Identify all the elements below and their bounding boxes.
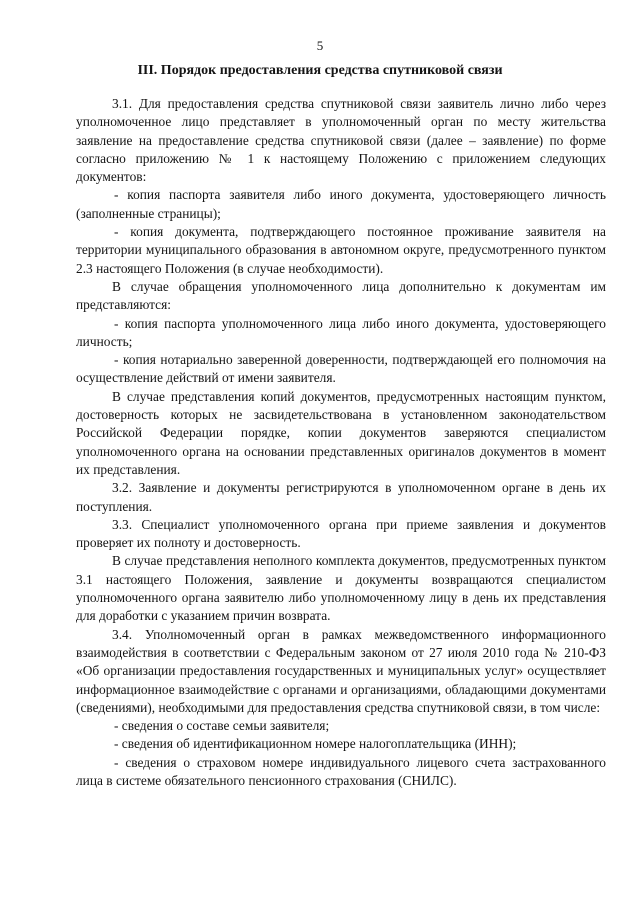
list-item-passport-copy: - копия паспорта заявителя либо иного документа, удостоверяющего личность (заполненные страницы); <box>76 187 606 221</box>
list-item-residence-document: - копия документа, подтверждающего постоянное проживание заявителя на территории муниципального образования в автономном округе, предусмотренного пунктом 2.3 настоящего Положения (в случае необходимости). <box>76 224 606 276</box>
list-item-snils: - сведения о страховом номере индивидуального лицевого счета застрахованного лица в системе обязательного пенсионного страхования (СНИЛС). <box>76 754 606 788</box>
paragraph-certified-copies: В случае представления копий документов, предусмотренных настоящим пунктом, достоверность которых не засвидетельствована в установленном законодательством Российской Федерации порядке, копии документов заверяются специалистом уполномоченного органа на основании представленных оригиналов документов в момент их представления. <box>76 388 606 477</box>
paragraph-3-2: 3.2. Заявление и документы регистрируются в уполномоченном органе в день их поступления. <box>76 480 606 514</box>
page-number: 5 <box>316 38 324 53</box>
list-item-authorized-passport: - копия паспорта уполномоченного лица либо иного документа, удостоверяющего личность; <box>76 315 606 349</box>
paragraph-3-3: 3.3. Специалист уполномоченного органа при приеме заявления и документов проверяет их полноту и достоверность. <box>76 516 606 551</box>
paragraph-3-1: 3.1. Для предоставления средства спутниковой связи заявитель лично либо через уполномоченное лицо представляет в уполномоченный орган по месту жительства заявление на предоставление средства спутниковой связи (далее – заявление) по форме согласно приложению № 1 к настоящему Положению с приложением следующих документов: <box>76 96 606 185</box>
section-title: III. Порядок предоставления средства спутниковой связи <box>137 63 503 78</box>
paragraph-3-4: 3.4. Уполномоченный орган в рамках межведомственного информационного взаимодействия в соответствии с Федеральным законом от 27 июля 2010 года № 210-ФЗ «Об организации предоставления государственных и муниципальных услуг» осуществляет информационное взаимодействие с органами и организациями, обладающими документами (сведениями), необходимыми для предоставления средства спутниковой связи, в том числе: <box>76 626 606 715</box>
list-item-inn: - сведения об идентификационном номере налогоплательщика (ИНН); <box>114 736 517 752</box>
paragraph-authorized-person: В случае обращения уполномоченного лица дополнительно к документам им представляются: <box>76 278 606 313</box>
document-body <box>76 95 606 790</box>
list-item-power-of-attorney: - копия нотариально заверенной доверенности, подтверждающей его полномочия на осуществление действий от имени заявителя. <box>76 352 606 386</box>
list-item-family-composition: - сведения о составе семьи заявителя; <box>114 718 330 734</box>
paragraph-incomplete-set: В случае представления неполного комплекта документов, предусмотренных пунктом 3.1 настоящего Положения, заявление и документы возвращаются специалистом уполномоченного органа заявителю либо уполномоченному лицу в день их представления для доработки с указанием причин возврата. <box>76 553 606 624</box>
